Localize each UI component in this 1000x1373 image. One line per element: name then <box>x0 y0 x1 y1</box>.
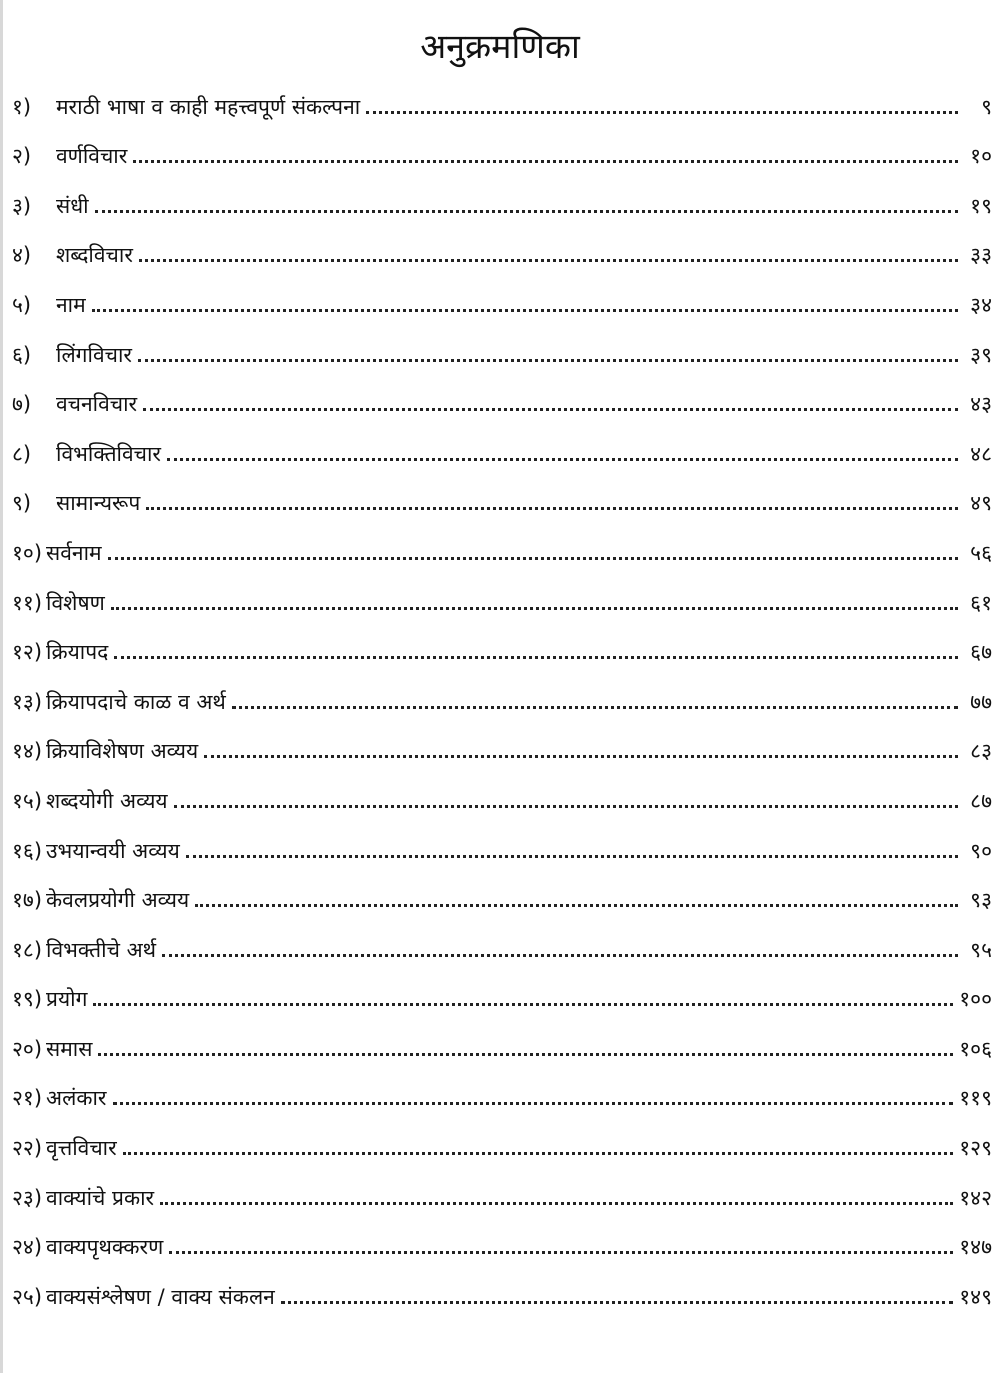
toc-entry-label: मराठी भाषा व काही महत्त्वपूर्ण संकल्पना <box>56 94 361 119</box>
toc-entry-number: १२) <box>12 640 43 665</box>
toc-entry-page-number: ८७ <box>970 788 992 813</box>
toc-entry-label: वृत्तविचार <box>46 1136 117 1161</box>
toc-entry-label: शब्दविचार <box>56 243 133 268</box>
toc-entry <box>12 667 992 717</box>
toc-entry-label: नाम <box>56 292 86 317</box>
dot-leader <box>143 408 958 411</box>
toc-entry-number: ५) <box>12 292 32 317</box>
dot-leader <box>93 1003 953 1006</box>
toc-entry <box>12 122 992 172</box>
toc-entry-number: १६) <box>12 838 43 863</box>
toc-entry-number: २५) <box>12 1284 43 1309</box>
toc-entry-number: ७) <box>12 392 32 417</box>
toc-entry <box>12 270 992 320</box>
toc-entry-page-number: ८३ <box>970 739 992 764</box>
toc-entry-page-number: १४७ <box>959 1235 992 1260</box>
toc-entry-number: २३) <box>12 1185 43 1210</box>
toc-entry-number: २४) <box>12 1235 43 1260</box>
toc-entry-number: २२) <box>12 1136 43 1161</box>
toc-entry-label: लिंगविचार <box>56 342 132 367</box>
toc-entry-label: शब्दयोगी अव्यय <box>46 788 168 813</box>
toc-entry-label: क्रियापदाचे काळ व अर्थ <box>46 689 226 714</box>
toc-entry-label: प्रयोग <box>46 987 88 1012</box>
toc-entry <box>12 915 992 965</box>
dot-leader <box>169 1251 953 1254</box>
toc-entry-label: सामान्यरूप <box>56 491 141 516</box>
dot-leader <box>204 755 958 758</box>
toc-entry-label: अलंकार <box>46 1086 107 1111</box>
toc-entry-page-number: ४९ <box>970 491 992 516</box>
toc-entry-label: वर्णविचार <box>56 144 128 169</box>
toc-entry-label: उभयान्वयी अव्यय <box>46 838 180 863</box>
dot-leader <box>146 507 958 510</box>
toc-entry <box>12 766 992 816</box>
toc-entry-label: वचनविचार <box>56 392 138 417</box>
dot-leader <box>111 607 958 610</box>
dot-leader <box>174 805 958 808</box>
toc-entry-page-number: ४८ <box>970 441 992 466</box>
toc-list <box>12 72 992 1312</box>
toc-entry-page-number: ४३ <box>970 392 992 417</box>
toc-entry <box>12 1262 992 1312</box>
dot-leader <box>92 309 958 312</box>
dot-leader <box>108 557 958 560</box>
toc-entry-label: क्रियापद <box>46 640 109 665</box>
toc-entry-number: २) <box>12 144 32 169</box>
toc-entry-page-number: ९० <box>970 838 992 863</box>
dot-leader <box>98 1053 953 1056</box>
toc-entry-page-number: १२९ <box>959 1136 992 1161</box>
toc-entry-page-number: ३४ <box>970 292 992 317</box>
dot-leader <box>114 656 958 659</box>
toc-entry-number: ११) <box>12 590 43 615</box>
dot-leader <box>162 954 958 957</box>
dot-leader <box>113 1102 954 1105</box>
toc-entry <box>12 717 992 767</box>
toc-entry <box>12 618 992 668</box>
toc-entry-page-number: १४२ <box>959 1185 992 1210</box>
toc-entry-page-number: ६७ <box>970 640 992 665</box>
toc-entry-number: २१) <box>12 1086 43 1111</box>
dot-leader <box>186 855 958 858</box>
toc-entry <box>12 419 992 469</box>
toc-entry-number: १३) <box>12 689 43 714</box>
dot-leader <box>138 359 958 362</box>
toc-entry <box>12 320 992 370</box>
toc-entry-number: २०) <box>12 1036 43 1061</box>
toc-entry-label: विभक्तीचे अर्थ <box>46 937 157 962</box>
toc-entry-label: वाक्यपृथक्करण <box>46 1235 164 1260</box>
dot-leader <box>133 160 958 163</box>
toc-entry <box>12 1113 992 1163</box>
page-edge <box>0 0 3 1373</box>
toc-entry-label: विशेषण <box>46 590 105 615</box>
toc-entry-number: ३) <box>12 193 32 218</box>
toc-entry <box>12 370 992 420</box>
toc-entry <box>12 1064 992 1114</box>
toc-entry-number: १७) <box>12 888 43 913</box>
dot-leader <box>366 111 958 114</box>
page-title: अनुक्रमणिका <box>420 27 580 67</box>
toc-entry-number: १५) <box>12 788 43 813</box>
toc-entry-page-number: १० <box>970 144 992 169</box>
dot-leader <box>123 1152 954 1155</box>
toc-entry-label: विभक्तिविचार <box>56 441 162 466</box>
toc-entry-number: १८) <box>12 937 43 962</box>
toc-entry-page-number: ९ <box>981 94 992 119</box>
toc-entry-page-number: ९३ <box>970 888 992 913</box>
toc-entry-page-number: ९५ <box>970 937 992 962</box>
toc-entry-label: वाक्यांचे प्रकार <box>46 1185 155 1210</box>
toc-entry-page-number: ६१ <box>970 590 992 615</box>
toc-entry-number: १) <box>12 94 32 119</box>
toc-entry-page-number: १०६ <box>959 1036 992 1061</box>
toc-entry-page-number: १४९ <box>959 1284 992 1309</box>
toc-entry <box>12 1014 992 1064</box>
toc-entry-page-number: ३९ <box>970 342 992 367</box>
toc-entry <box>12 1213 992 1263</box>
toc-entry <box>12 816 992 866</box>
dot-leader <box>281 1301 953 1304</box>
toc-entry-label: संधी <box>56 193 89 218</box>
toc-entry-page-number: ३३ <box>970 243 992 268</box>
toc-entry <box>12 965 992 1015</box>
toc-entry-number: १९) <box>12 987 43 1012</box>
dot-leader <box>167 458 958 461</box>
toc-entry-number: ४) <box>12 243 32 268</box>
toc-entry <box>12 866 992 916</box>
dot-leader <box>232 706 958 709</box>
toc-entry-label: समास <box>46 1036 93 1061</box>
toc-entry <box>12 568 992 618</box>
toc-entry <box>12 469 992 519</box>
toc-entry-label: वाक्यसंश्लेषण / वाक्य संकलन <box>46 1284 275 1309</box>
toc-entry-page-number: ५६ <box>970 540 992 565</box>
dot-leader <box>195 904 958 907</box>
dot-leader <box>139 259 958 262</box>
toc-entry <box>12 221 992 271</box>
toc-entry-page-number: ७७ <box>970 689 992 714</box>
toc-entry-number: १४) <box>12 739 43 764</box>
toc-entry-number: ८) <box>12 441 32 466</box>
toc-entry-page-number: १९ <box>970 193 992 218</box>
dot-leader <box>160 1202 953 1205</box>
toc-entry-label: सर्वनाम <box>46 540 102 565</box>
toc-entry-number: ९) <box>12 491 32 516</box>
toc-entry <box>12 72 992 122</box>
toc-entry <box>12 171 992 221</box>
toc-entry-number: ६) <box>12 342 32 367</box>
toc-entry-page-number: ११९ <box>959 1086 992 1111</box>
toc-entry-label: क्रियाविशेषण अव्यय <box>46 739 199 764</box>
toc-entry <box>12 1163 992 1213</box>
dot-leader <box>95 210 958 213</box>
toc-entry-page-number: १०० <box>959 987 992 1012</box>
toc-entry-number: १०) <box>12 540 43 565</box>
toc-entry <box>12 518 992 568</box>
toc-entry-label: केवलप्रयोगी अव्यय <box>46 888 190 913</box>
